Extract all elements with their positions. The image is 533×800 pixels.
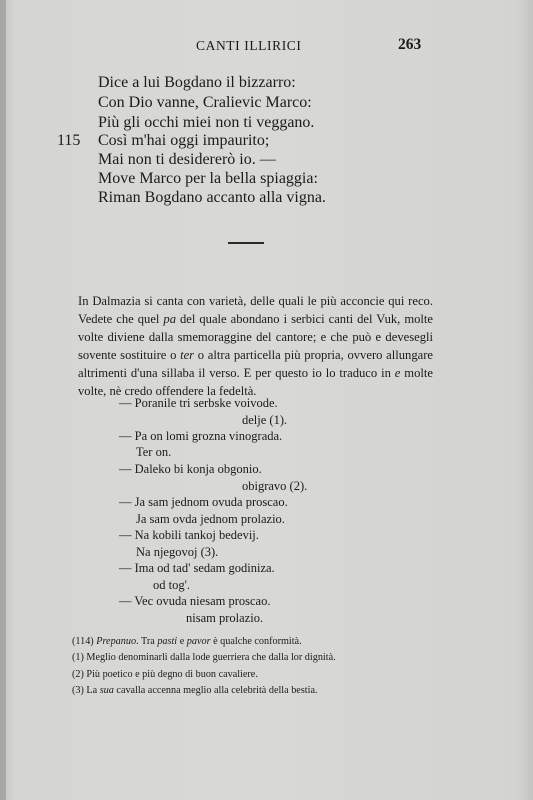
commentary-emphasis: pa bbox=[163, 311, 176, 326]
example-line: — Pa on lomi grozna vinograda. bbox=[119, 429, 283, 443]
footnotes bbox=[72, 634, 472, 699]
footnote-text: (3) La bbox=[72, 684, 100, 696]
footnote-114 bbox=[72, 634, 472, 650]
footnote-text: (114) bbox=[72, 636, 97, 647]
commentary-text: o altra particella più propria, ovvero allungare altrimenti d'una sillaba il verso. E per questo io lo traduco in bbox=[78, 347, 433, 380]
example-variant: od tog'. bbox=[153, 578, 190, 592]
running-head: CANTI ILLIRICI bbox=[196, 38, 302, 53]
verse-line: Mai non ti desidererò io. — bbox=[98, 151, 276, 168]
verse-line: Move Marco per la bella spiaggia: bbox=[98, 170, 318, 187]
footnote-emphasis: Prepanuo bbox=[96, 636, 137, 647]
example-variant: obigravo (2). bbox=[242, 479, 308, 493]
verse-line-number: 115 bbox=[57, 132, 81, 149]
footnote-1: (1) Meglio denominarli dalla lode guerriera che dalla lor dignità. bbox=[72, 652, 336, 664]
example-line: — Daleko bi konja obgonio. bbox=[119, 462, 262, 476]
example-variant: Ter on. bbox=[136, 445, 172, 459]
verse-line: Così m'hai oggi impaurito; bbox=[98, 132, 270, 149]
example-variant: nisam prolazio. bbox=[186, 611, 264, 625]
footnote-emphasis: pasti bbox=[157, 636, 178, 647]
example-variant: Na njegovoj (3). bbox=[136, 545, 219, 559]
commentary-paragraph bbox=[78, 293, 433, 400]
page-gutter-shadow bbox=[0, 0, 6, 800]
footnote-text: e bbox=[177, 636, 187, 647]
footnote-emphasis: pavor bbox=[186, 636, 211, 647]
footnote-3 bbox=[72, 683, 472, 699]
footnote-emphasis: sua bbox=[99, 684, 114, 696]
commentary-emphasis: e bbox=[394, 365, 401, 380]
example-variant: Ja sam ovda jednom prolazio. bbox=[136, 512, 285, 526]
example-line: — Vec ovuda niesam proscao. bbox=[119, 594, 271, 608]
example-line: — Poranile tri serbske voivode. bbox=[119, 396, 278, 410]
footnote-text: . Tra bbox=[136, 636, 158, 647]
example-variant: delje (1). bbox=[242, 413, 288, 427]
commentary-text: del quale abondano i serbici canti del Vuk, molte volte diviene dalla smemoraggine del cantore; e che può e devesegli sovente sostituire o bbox=[78, 311, 433, 362]
page-number: 263 bbox=[398, 36, 422, 53]
example-line: — Na kobili tankoj bedevij. bbox=[119, 528, 259, 542]
commentary-emphasis: ter bbox=[180, 347, 195, 362]
page-header bbox=[0, 36, 533, 56]
commentary-text: In Dalmazia si canta con varietà, delle quali le più acconcie qui reco. Vedete che quel bbox=[78, 294, 433, 326]
section-divider bbox=[228, 242, 264, 244]
example-line: — Ja sam jednom ovuda proscao. bbox=[119, 495, 288, 509]
verse-line: Riman Bogdano accanto alla vigna. bbox=[98, 189, 326, 206]
footnote-text: è qualche conformità. bbox=[210, 636, 302, 647]
example-line: — Ima od tad' sedam godiniza. bbox=[119, 561, 275, 575]
footnote-text: cavalla accenna meglio alla celebrità della bestia. bbox=[113, 684, 318, 696]
verse-line: Dice a lui Bogdano il bizzarro: bbox=[98, 74, 296, 91]
commentary-text: molte volte, nè credo offendere la fedeltà. bbox=[78, 365, 433, 398]
verse-line: Più gli occhi miei non ti veggano. bbox=[98, 114, 315, 131]
verse-line: Con Dio vanne, Cralievic Marco: bbox=[98, 94, 312, 111]
footnote-2: (2) Più poetico e più degno di buon cavaliere. bbox=[72, 668, 258, 680]
